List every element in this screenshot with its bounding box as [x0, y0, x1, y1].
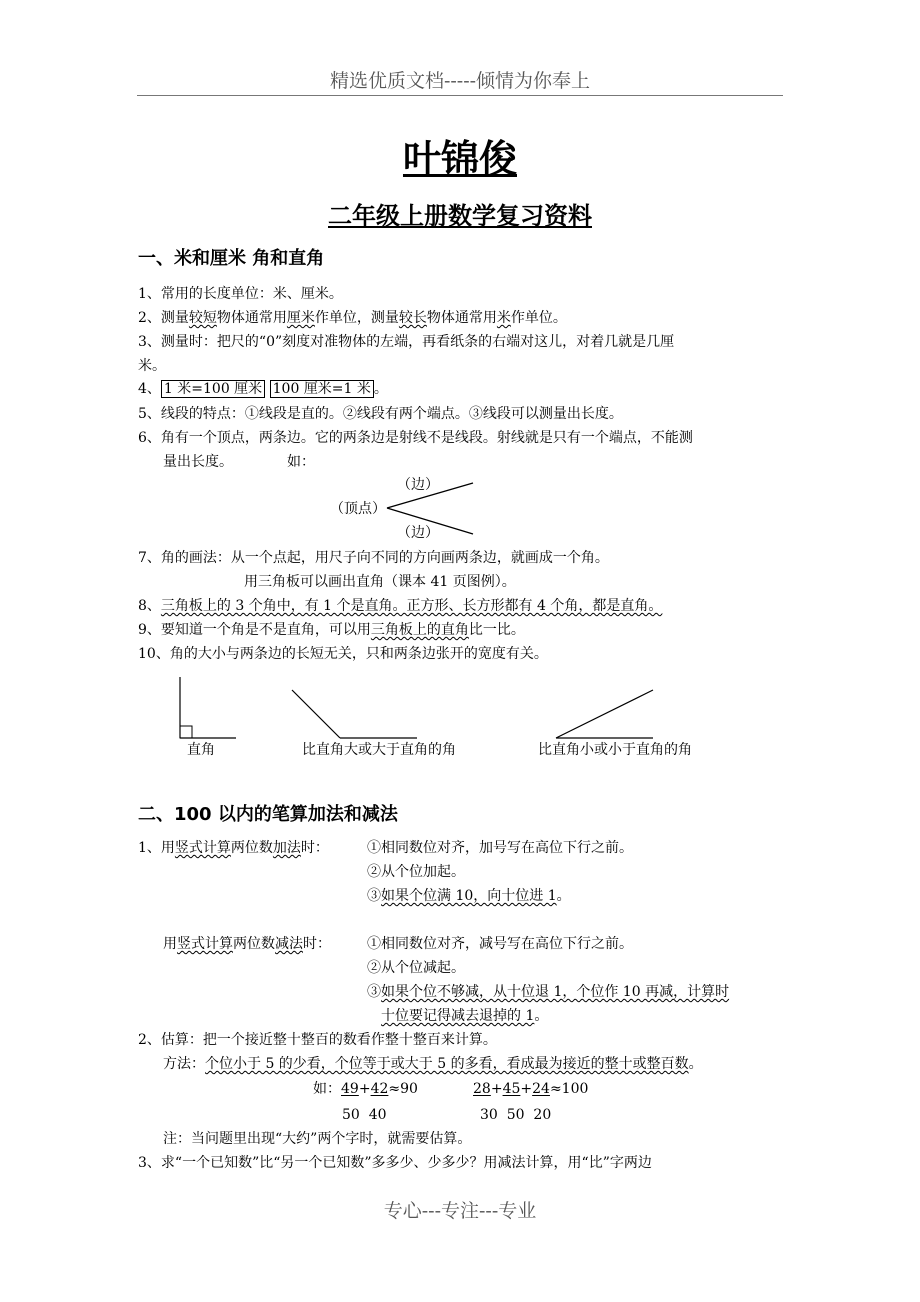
- s1-item-9: 9、要知道一个角是不是直角，可以用三角板上的直角比一比。: [138, 622, 525, 638]
- page-header: 精选优质文档-----倾情为你奉上: [329, 70, 591, 92]
- s2-sub-step-2: ②从个位减起。: [367, 960, 465, 976]
- angle-edge-bottom-label: （边）: [397, 525, 439, 541]
- page-footer: 专心---专注---专业: [383, 1200, 537, 1222]
- s2-addition-label: 1、用竖式计算两位数加法时：: [138, 840, 329, 856]
- s1-item-2: 2、测量较短物体通常用厘米作单位，测量较长物体通常用米作单位。: [138, 310, 567, 326]
- acute-angle-figure: [556, 690, 653, 738]
- s2-add-step-1: ①相同数位对齐，加号写在高位下行之前。: [367, 840, 633, 856]
- fig-acute-angle-label: 比直角小或小于直角的角: [538, 742, 692, 758]
- angle-vertex-label: （顶点）: [330, 501, 386, 517]
- doc-subtitle: 二年级上册数学复习资料: [328, 202, 592, 230]
- s1-item-1: 1、常用的长度单位：米、厘米。: [138, 286, 343, 302]
- s1-item-3-line2: 米。: [138, 358, 166, 374]
- obtuse-angle-figure: [292, 690, 417, 738]
- s1-item-7-line2: 用三角板可以画出直角（课本 41 页图例）。: [244, 574, 516, 590]
- doc-title: 叶锦俊: [402, 137, 517, 181]
- s2-subtraction-label: 用竖式计算两位数减法时：: [163, 936, 331, 952]
- section1-heading: 一、米和厘米 角和直角: [138, 248, 325, 269]
- s2-example-1-rounded: 50 40: [342, 1107, 387, 1123]
- s1-item-5: 5、线段的特点：①线段是直的。②线段有两个端点。③线段可以测量出长度。: [138, 406, 623, 422]
- header-divider: [137, 95, 783, 96]
- s2-sub-step-1: ①相同数位对齐，减号写在高位下行之前。: [367, 936, 633, 952]
- right-angle-figure: [180, 677, 236, 738]
- s2-estimate-example-2: 28+45+24≈100: [473, 1081, 589, 1097]
- angle-figures: [170, 675, 670, 745]
- s1-item-6-line1: 6、角有一个顶点，两条边。它的两条边是射线不是线段。射线就是只有一个端点，不能测: [138, 430, 693, 446]
- formula-box-2: 100 厘米=1 米: [270, 380, 374, 398]
- angle-diagram: [385, 478, 480, 538]
- s1-item-3-line1: 3、测量时：把尺的“0”刻度对准物体的左端，再看纸条的右端对这儿，对着几就是几厘: [138, 334, 675, 350]
- s2-estimate-note: 注：当问题里出现“大约”两个字时，就需要估算。: [163, 1131, 472, 1147]
- section2-heading: 二、100 以内的笔算加法和减法: [138, 804, 398, 825]
- fig-obtuse-angle-label: 比直角大或大于直角的角: [302, 742, 456, 758]
- s1-item-10: 10、角的大小与两条边的长短无关，只和两条边张开的宽度有关。: [138, 646, 548, 662]
- s2-add-step-3: ③如果个位满 10，向十位进 1。: [367, 888, 571, 904]
- s2-item-3: 3、求“一个已知数”比“另一个已知数”多多少、少多少？用减法计算，用“比”字两边: [138, 1155, 652, 1171]
- s1-item-7-line1: 7、角的画法：从一个点起，用尺子向不同的方向画两条边，就画成一个角。: [138, 550, 609, 566]
- s1-item-6-line2: 量出长度。: [163, 454, 233, 470]
- s2-sub-step-3-line1: ③如果个位不够减，从十位退 1，个位作 10 再减，计算时: [367, 984, 730, 1000]
- s2-estimate-example-1: 如：49+42≈90: [313, 1081, 418, 1097]
- angle-edge-top-label: （边）: [397, 477, 439, 493]
- s2-estimate-method: 方法：个位小于 5 的少看，个位等于或大于 5 的多看，看成最为接近的整十或整百数。: [163, 1056, 703, 1072]
- s2-sub-step-3-line2: 十位要记得减去退掉的 1。: [381, 1008, 549, 1024]
- angle-edge-top: [387, 483, 473, 508]
- s1-item-6-example: 如：: [287, 454, 315, 470]
- s2-estimate-rule: 2、估算：把一个接近整十整百的数看作整十整百来计算。: [138, 1032, 497, 1048]
- s2-add-step-2: ②从个位加起。: [367, 864, 465, 880]
- formula-box-1: 1 米=100 厘米: [161, 380, 265, 398]
- s1-item-8: 8、三角板上的 3 个角中，有 1 个是直角。正方形、长方形都有 4 个角，都是直角。: [138, 598, 663, 614]
- s1-item-4: 4、 1 米=100 厘米 100 厘米=1 米 。: [138, 381, 388, 397]
- fig-right-angle-label: 直角: [187, 742, 215, 758]
- s2-example-2-rounded: 30 50 20: [480, 1107, 552, 1123]
- angle-edge-bottom: [387, 508, 473, 534]
